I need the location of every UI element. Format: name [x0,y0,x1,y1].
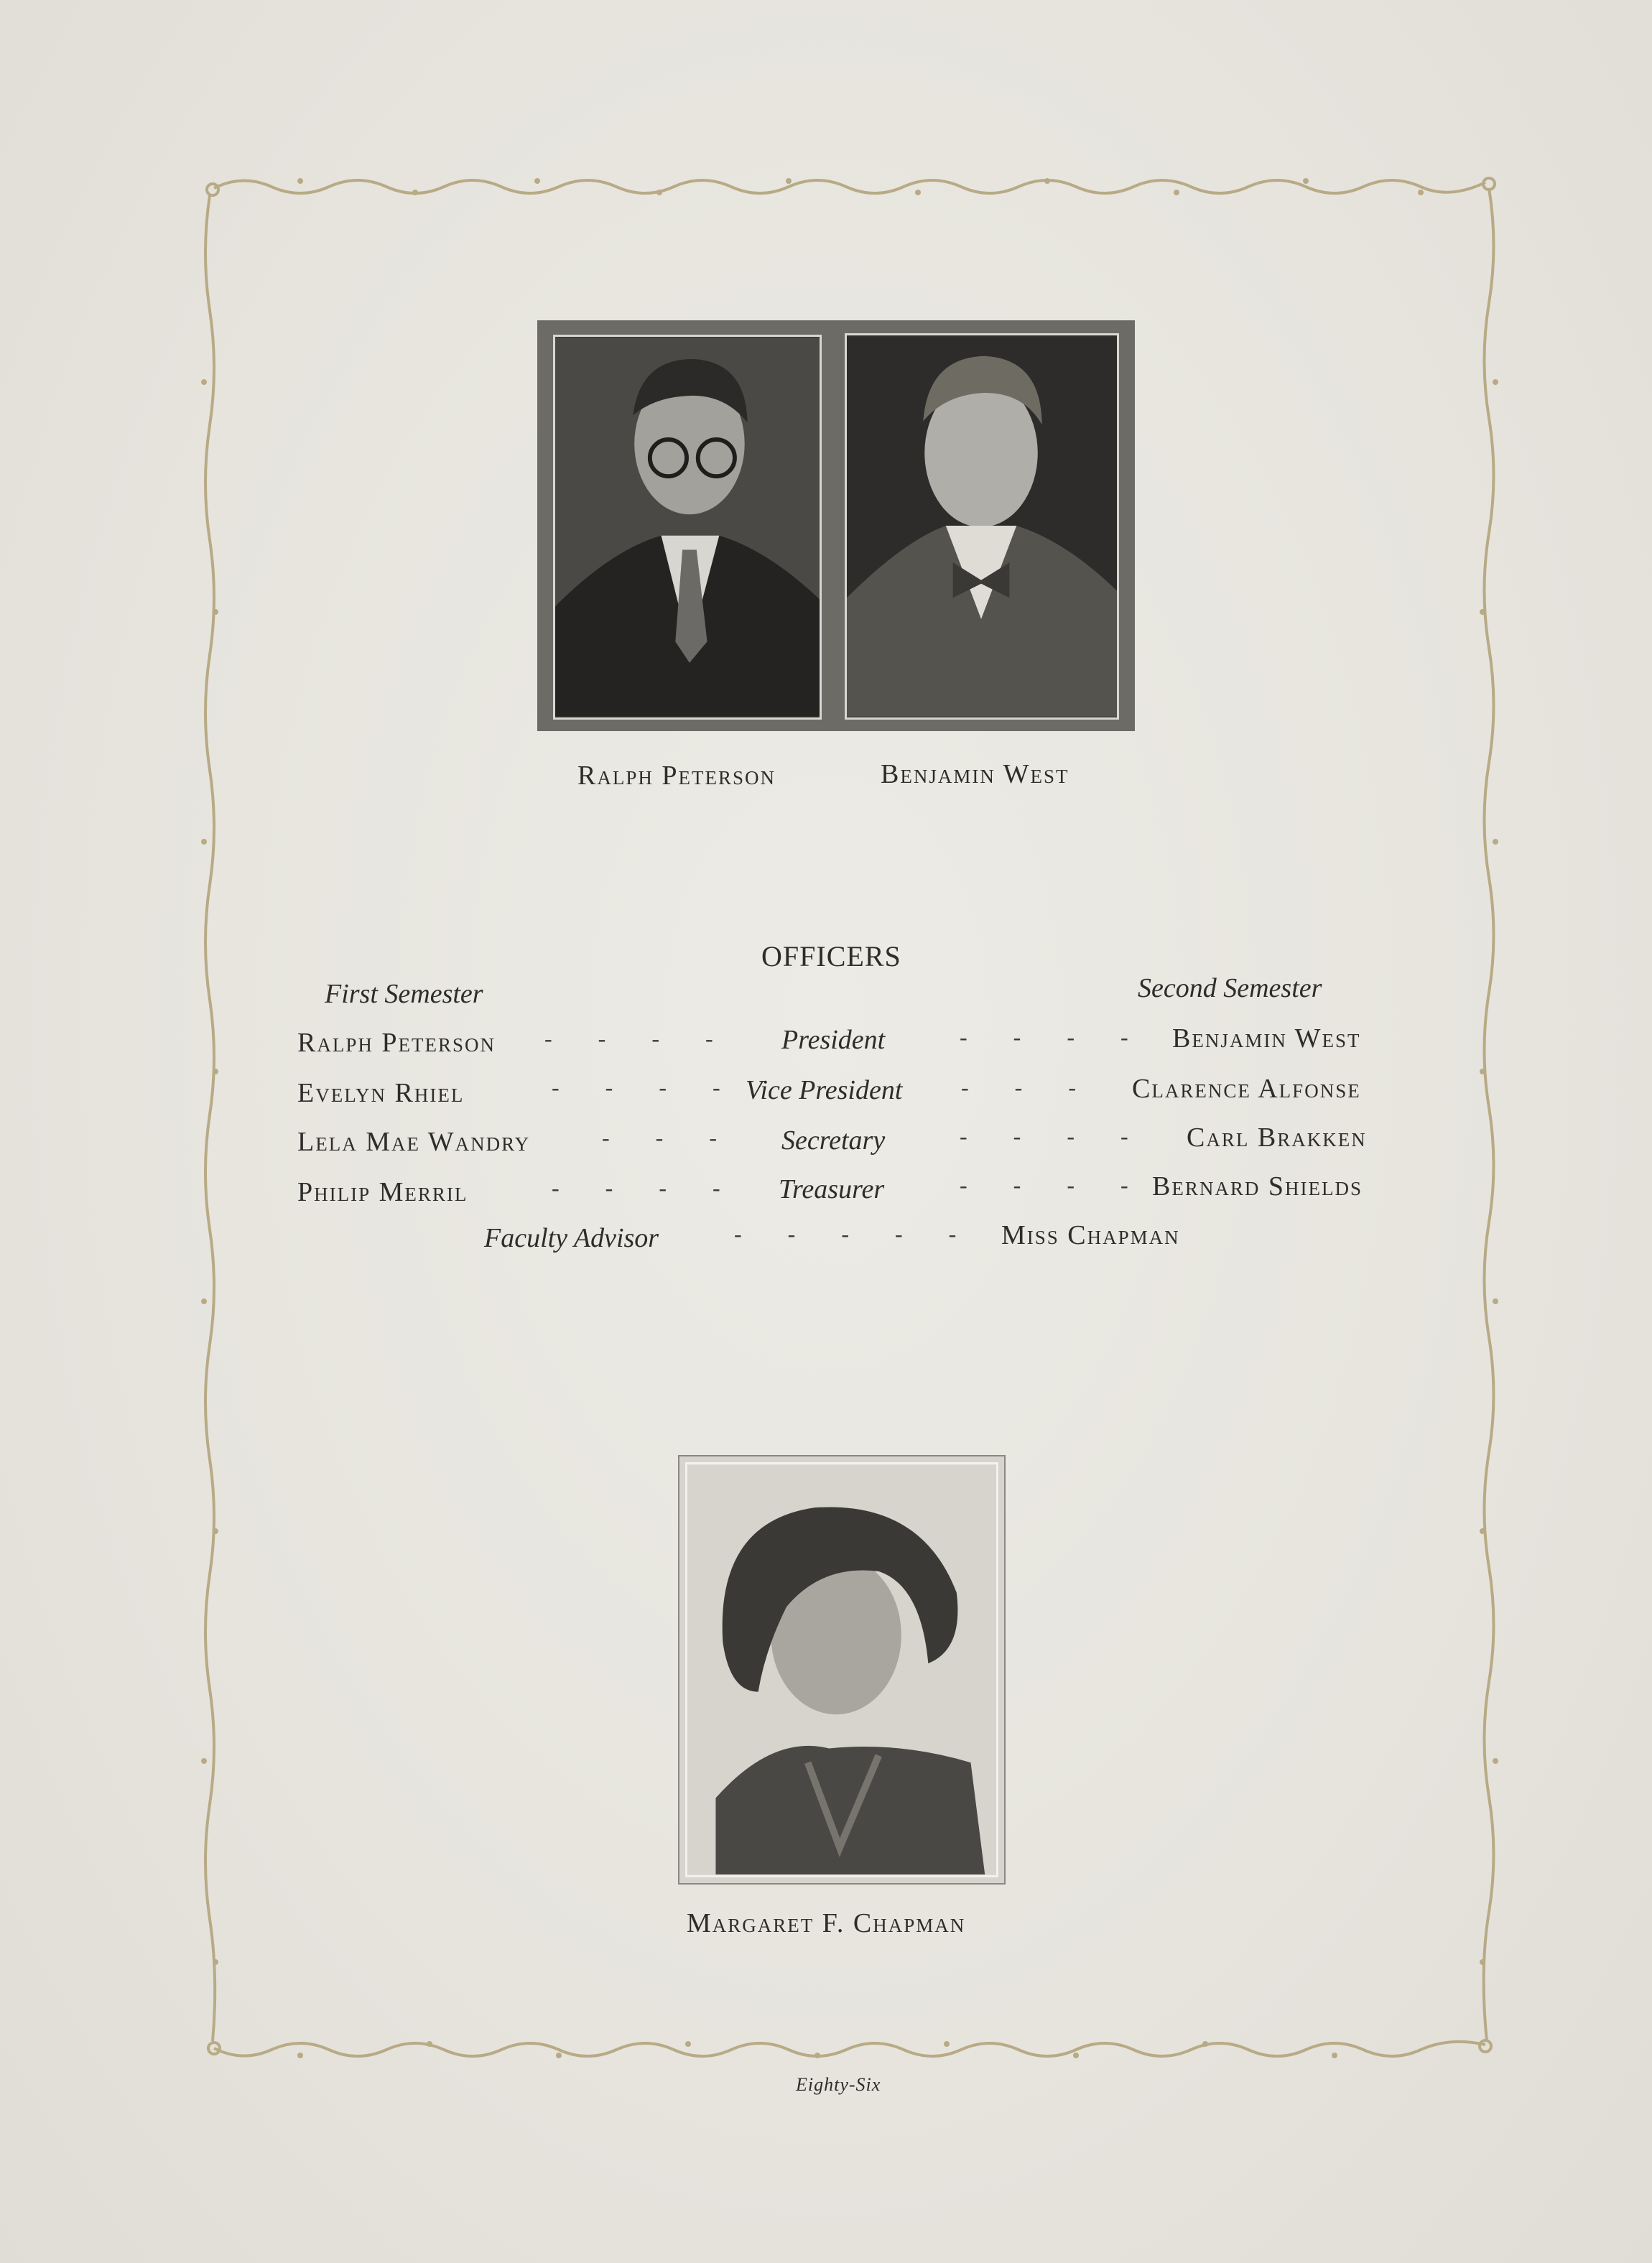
leader-dashes: - - - [961,1074,1096,1100]
leader-dashes: - - - - [960,1123,1148,1149]
caption-margaret-chapman: Margaret F. Chapman [687,1908,966,1938]
officer-first-president: Ralph Peterson [297,1028,496,1058]
leader-dashes: - - - - [960,1172,1148,1198]
caption-ralph-peterson: Ralph Peterson [577,761,776,791]
bottom-photo-frame [678,1455,1006,1885]
officer-first-treasurer: Philip Merril [297,1177,468,1207]
page-number: Eighty-Six [796,2074,881,2095]
officer-second-treasurer: Bernard Shields [1152,1171,1363,1202]
officer-second-vice-president: Clarence Alfonse [1132,1074,1361,1104]
leader-dashes: - - - - [552,1074,741,1100]
top-photo-frame [537,320,1135,731]
leader-dashes: - - - - [544,1026,733,1051]
portrait-benjamin-west [845,333,1119,720]
officer-title-secretary: Secretary [781,1125,886,1156]
leader-dashes: - - - - [960,1024,1148,1050]
officers-heading: OFFICERS [761,940,901,972]
portrait-margaret-chapman [685,1462,998,1877]
officer-title-president: President [781,1025,886,1055]
leader-dashes: - - - [602,1125,737,1151]
faculty-advisor-name: Miss Chapman [1001,1220,1180,1250]
officer-second-secretary: Carl Brakken [1187,1123,1367,1153]
faculty-advisor-title: Faculty Advisor [484,1223,659,1253]
officer-second-president: Benjamin West [1172,1023,1361,1054]
leader-dashes: - - - - [552,1175,741,1201]
officer-title-treasurer: Treasurer [779,1174,885,1204]
second-semester-label: Second Semester [1138,973,1322,1003]
officer-first-vice-president: Evelyn Rhiel [297,1078,465,1108]
officer-title-vice-president: Vice President [746,1075,903,1105]
leader-dashes: - - - - - [734,1221,977,1247]
portrait-ralph-peterson [553,335,822,720]
officer-first-secretary: Lela Mae Wandry [297,1127,531,1157]
first-semester-label: First Semester [325,979,483,1009]
caption-benjamin-west: Benjamin West [881,759,1069,789]
